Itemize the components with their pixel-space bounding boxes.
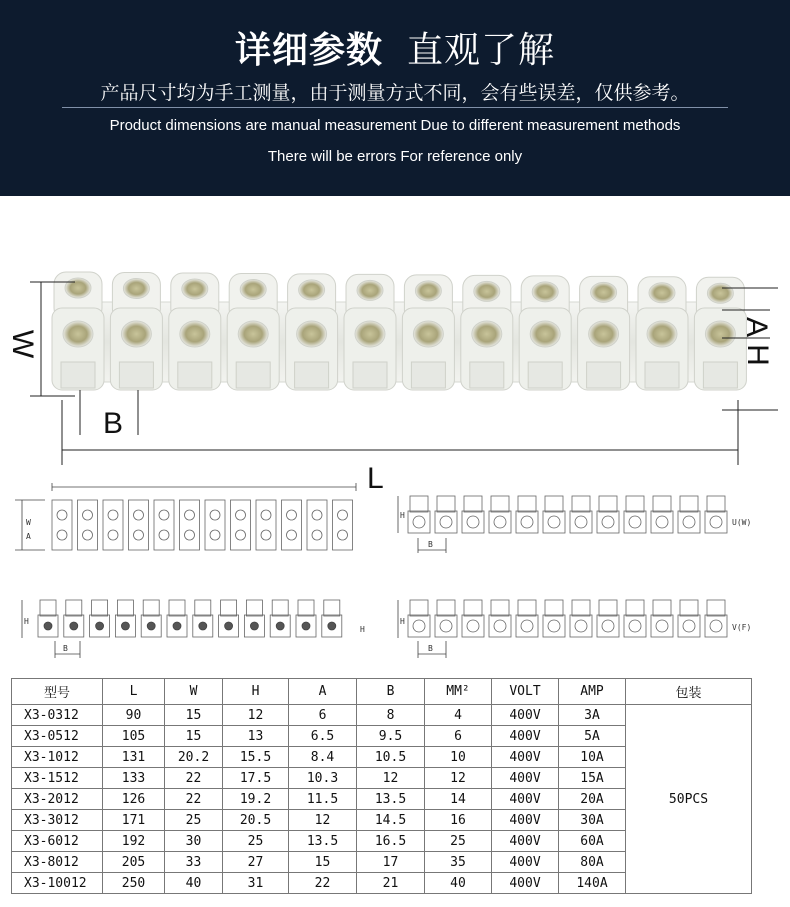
h-view-cap: [246, 600, 262, 616]
h-view-cap: [66, 600, 82, 616]
header-cell: L: [103, 679, 165, 705]
table-cell: 400V: [492, 852, 559, 873]
subtitle-en-1: Product dimensions are manual measurement Due to different measurement methods: [109, 117, 681, 134]
u-view-hole: [656, 516, 668, 528]
v-view-cap: [491, 600, 509, 616]
table-cell: 17: [357, 852, 425, 873]
v-view-module: [597, 615, 619, 637]
h-view-hole: [199, 622, 207, 630]
table-cell: 9.5: [357, 726, 425, 747]
title-light: 直观了解: [407, 30, 556, 71]
v-view-cap: [518, 600, 536, 616]
v-view-cap: [572, 600, 590, 616]
top-view-module: [180, 500, 200, 550]
wire-entry: [295, 362, 329, 388]
u-view-module: [435, 511, 457, 533]
table-cell: 20A: [559, 789, 626, 810]
v-view-hole: [575, 620, 587, 632]
table-cell: 25: [165, 810, 223, 831]
table-cell: 250: [103, 873, 165, 894]
screw-hole: [123, 278, 149, 298]
top-view-hole: [261, 530, 271, 540]
v-view-b-label: B: [428, 644, 433, 653]
u-view-hole: [710, 516, 722, 528]
h-view-h-label: H: [24, 617, 29, 626]
table-cell: 22: [165, 768, 223, 789]
header-cell: 型号: [12, 679, 103, 705]
h-view-cap: [117, 600, 133, 616]
header-cell: VOLT: [492, 679, 559, 705]
v-view-hole: [629, 620, 641, 632]
table-header-row: [12, 679, 752, 705]
table-cell: X3-0512: [12, 726, 103, 747]
wire-entry: [587, 362, 621, 388]
table-cell: 6: [425, 726, 492, 747]
table-row: [12, 705, 752, 726]
table-cell: 12: [289, 810, 357, 831]
h-view-cap: [324, 600, 340, 616]
header-cell: H: [223, 679, 289, 705]
top-view-hole: [287, 530, 297, 540]
table-cell: 30A: [559, 810, 626, 831]
table-cell: 12: [425, 768, 492, 789]
h-view-cap: [195, 600, 211, 616]
wire-entry: [703, 362, 737, 388]
table-cell: 192: [103, 831, 165, 852]
screw-hole: [65, 278, 91, 298]
table-cell: 40: [425, 873, 492, 894]
v-view-hole: [548, 620, 560, 632]
v-view-cap: [437, 600, 455, 616]
u-view-cap: [653, 496, 671, 512]
top-view-module: [333, 500, 353, 550]
wire-entry: [178, 362, 212, 388]
l-dimension-label: L: [367, 462, 384, 495]
u-view-module: [408, 511, 430, 533]
screw-hole: [707, 283, 733, 303]
w-dimension-label: W: [6, 329, 40, 359]
wire-entry: [61, 362, 95, 388]
v-view-cap: [680, 600, 698, 616]
screw-hole: [415, 281, 441, 301]
v-view-hole: [521, 620, 533, 632]
packaging-cell: 50PCS: [626, 705, 752, 894]
table-cell: 90: [103, 705, 165, 726]
u-view-module: [462, 511, 484, 533]
table-cell: X3-1512: [12, 768, 103, 789]
v-view-hole: [656, 620, 668, 632]
wire-entry: [411, 362, 445, 388]
table-cell: X3-8012: [12, 852, 103, 873]
v-view-cap: [545, 600, 563, 616]
table-cell: 31: [223, 873, 289, 894]
h-view-hole: [250, 622, 258, 630]
h-view-cap: [298, 600, 314, 616]
screw-hole: [240, 279, 266, 299]
h-view-label: H: [360, 625, 365, 634]
v-view-module: [678, 615, 700, 637]
v-view-hole: [683, 620, 695, 632]
u-view-cap: [545, 496, 563, 512]
table-cell: 400V: [492, 810, 559, 831]
table-cell: 15: [165, 726, 223, 747]
table-cell: 15: [165, 705, 223, 726]
top-view-module: [154, 500, 174, 550]
table-cell: 10: [425, 747, 492, 768]
v-view-hole: [440, 620, 452, 632]
screw-hole: [238, 321, 268, 347]
v-view-module: [624, 615, 646, 637]
table-cell: 16: [425, 810, 492, 831]
u-view-module: [624, 511, 646, 533]
table-cell: 400V: [492, 705, 559, 726]
table-cell: 3A: [559, 705, 626, 726]
u-view-cap: [572, 496, 590, 512]
u-view-cap: [518, 496, 536, 512]
table-cell: 13.5: [357, 789, 425, 810]
u-view-cap: [437, 496, 455, 512]
header-cell: AMP: [559, 679, 626, 705]
u-view-cap: [707, 496, 725, 512]
table-cell: 12: [223, 705, 289, 726]
screw-hole: [532, 282, 558, 302]
table-cell: 17.5: [223, 768, 289, 789]
table-cell: X3-0312: [12, 705, 103, 726]
table-cell: 15.5: [223, 747, 289, 768]
drawings-svg: [0, 478, 790, 668]
top-view-hole: [159, 510, 169, 520]
h-view-hole: [225, 622, 233, 630]
u-view-hole: [602, 516, 614, 528]
top-view-hole: [338, 510, 348, 520]
table-cell: 400V: [492, 789, 559, 810]
screw-hole: [589, 321, 619, 347]
h-dimension-label: H: [740, 344, 774, 366]
screw-hole: [297, 321, 327, 347]
top-view-hole: [210, 510, 220, 520]
top-view-module: [307, 500, 327, 550]
v-view-cap: [626, 600, 644, 616]
h-view-cap: [169, 600, 185, 616]
u-view-hole: [413, 516, 425, 528]
u-view-hole: [467, 516, 479, 528]
table-cell: 140A: [559, 873, 626, 894]
top-view-module: [282, 500, 302, 550]
v-view-h-label: H: [400, 617, 405, 626]
h-view-hole: [276, 622, 284, 630]
top-view-module: [52, 500, 72, 550]
top-view-hole: [236, 530, 246, 540]
table-cell: 5A: [559, 726, 626, 747]
h-view-b-label: B: [63, 644, 68, 653]
top-view-hole: [312, 510, 322, 520]
table-cell: 35: [425, 852, 492, 873]
top-view-hole: [83, 510, 93, 520]
table-cell: 14: [425, 789, 492, 810]
banner-title: [0, 22, 790, 73]
v-view-hole: [467, 620, 479, 632]
v-view-module: [489, 615, 511, 637]
top-view-hole: [236, 510, 246, 520]
wire-entry: [119, 362, 153, 388]
table-cell: 205: [103, 852, 165, 873]
screw-hole: [647, 321, 677, 347]
table-cell: 8: [357, 705, 425, 726]
table-cell: 6.5: [289, 726, 357, 747]
v-view-module: [543, 615, 565, 637]
h-view-cap: [221, 600, 237, 616]
table-cell: 20.2: [165, 747, 223, 768]
table-cell: 126: [103, 789, 165, 810]
v-view-cap: [707, 600, 725, 616]
table-cell: 400V: [492, 726, 559, 747]
top-view-hole: [108, 510, 118, 520]
table-cell: 10.3: [289, 768, 357, 789]
h-view-hole: [173, 622, 181, 630]
table-cell: 15: [289, 852, 357, 873]
u-view-module: [570, 511, 592, 533]
h-view-hole: [328, 622, 336, 630]
u-view-cap: [410, 496, 428, 512]
u-view-hole: [683, 516, 695, 528]
top-view-hole: [108, 530, 118, 540]
title-bold: 详细参数: [234, 30, 383, 71]
table-cell: 400V: [492, 873, 559, 894]
screw-hole: [474, 281, 500, 301]
v-view-hole: [413, 620, 425, 632]
screw-hole: [121, 321, 151, 347]
u-view-module: [705, 511, 727, 533]
u-view-cap: [599, 496, 617, 512]
h-view-hole: [147, 622, 155, 630]
h-view-cap: [143, 600, 159, 616]
screw-hole: [357, 280, 383, 300]
screw-hole: [355, 321, 385, 347]
screw-hole: [649, 283, 675, 303]
h-view-cap: [92, 600, 108, 616]
screw-hole: [472, 321, 502, 347]
u-view-hole: [548, 516, 560, 528]
u-view-h-label: H: [400, 511, 405, 520]
u-view-module: [597, 511, 619, 533]
u-view-module: [489, 511, 511, 533]
v-view-drawing: [398, 600, 446, 658]
table-cell: X3-10012: [12, 873, 103, 894]
table-cell: 25: [223, 831, 289, 852]
h-view-hole: [44, 622, 52, 630]
u-view-module: [516, 511, 538, 533]
u-view-hole: [440, 516, 452, 528]
wire-entry: [528, 362, 562, 388]
table-cell: 60A: [559, 831, 626, 852]
h-view-cap: [272, 600, 288, 616]
u-view-cap: [491, 496, 509, 512]
table-cell: X3-3012: [12, 810, 103, 831]
u-view-hole: [494, 516, 506, 528]
u-view-cap: [464, 496, 482, 512]
table-cell: 8.4: [289, 747, 357, 768]
top-view-hole: [134, 510, 144, 520]
screw-hole: [180, 321, 210, 347]
header-cell: MM²: [425, 679, 492, 705]
top-view-a-label: A: [26, 532, 31, 541]
v-view-module: [705, 615, 727, 637]
screw-hole: [63, 321, 93, 347]
wire-entry: [470, 362, 504, 388]
table-cell: X3-1012: [12, 747, 103, 768]
top-view-hole: [338, 530, 348, 540]
v-view-module: [570, 615, 592, 637]
v-view-hole: [494, 620, 506, 632]
u-view-hole: [629, 516, 641, 528]
header-cell: W: [165, 679, 223, 705]
header-banner: [0, 0, 790, 196]
h-view-cap: [40, 600, 56, 616]
table-cell: 20.5: [223, 810, 289, 831]
screw-hole: [299, 280, 325, 300]
subtitle-en-2: There will be errors For reference only: [267, 148, 523, 165]
wire-entry: [353, 362, 387, 388]
top-view-hole: [57, 510, 67, 520]
u-view-cap: [680, 496, 698, 512]
top-view-hole: [210, 530, 220, 540]
header-cell: B: [357, 679, 425, 705]
table-cell: 30: [165, 831, 223, 852]
u-view-hole: [575, 516, 587, 528]
top-view-module: [129, 500, 149, 550]
top-view-hole: [134, 530, 144, 540]
v-view-module: [462, 615, 484, 637]
subtitle-cn: 产品尺寸均为手工测量，由于测量方式不同，会有些误差，仅供参考。: [100, 82, 690, 104]
spec-table: [11, 678, 752, 894]
table-cell: 10.5: [357, 747, 425, 768]
u-view-cap: [626, 496, 644, 512]
table-cell: 11.5: [289, 789, 357, 810]
v-view-module: [651, 615, 673, 637]
a-dimension-label: A: [740, 316, 774, 338]
u-view-hole: [521, 516, 533, 528]
technical-drawings: [0, 478, 790, 668]
table-cell: 14.5: [357, 810, 425, 831]
v-view-label: V(F): [732, 623, 752, 632]
top-view-hole: [185, 510, 195, 520]
u-view-drawing: [398, 496, 446, 553]
h-view-hole: [302, 622, 310, 630]
table-cell: 21: [357, 873, 425, 894]
table-cell: 105: [103, 726, 165, 747]
top-view-module: [256, 500, 276, 550]
screw-hole: [182, 279, 208, 299]
v-view-module: [516, 615, 538, 637]
v-view-module: [408, 615, 430, 637]
v-view-cap: [464, 600, 482, 616]
table-cell: 6: [289, 705, 357, 726]
table-cell: 171: [103, 810, 165, 831]
header-cell: 包装: [626, 679, 752, 705]
top-view-hole: [159, 530, 169, 540]
table-cell: 15A: [559, 768, 626, 789]
v-view-cap: [599, 600, 617, 616]
top-view-hole: [261, 510, 271, 520]
table-cell: 131: [103, 747, 165, 768]
u-view-label: U(W): [732, 518, 752, 527]
h-view-hole: [70, 622, 78, 630]
table-cell: 400V: [492, 768, 559, 789]
v-view-cap: [653, 600, 671, 616]
table-cell: 25: [425, 831, 492, 852]
table-cell: 10A: [559, 747, 626, 768]
screw-hole: [530, 321, 560, 347]
u-view-module: [651, 511, 673, 533]
table-cell: 4: [425, 705, 492, 726]
terminal-strip-image: [0, 250, 790, 485]
top-view-hole: [287, 510, 297, 520]
v-view-hole: [710, 620, 722, 632]
banner-divider: [62, 107, 728, 108]
table-cell: 400V: [492, 747, 559, 768]
table-cell: 27: [223, 852, 289, 873]
v-view-hole: [602, 620, 614, 632]
table-cell: 12: [357, 768, 425, 789]
top-view-module: [205, 500, 225, 550]
u-view-b-label: B: [428, 540, 433, 549]
table-cell: 33: [165, 852, 223, 873]
table-cell: 13.5: [289, 831, 357, 852]
screw-hole: [705, 321, 735, 347]
table-cell: 80A: [559, 852, 626, 873]
top-view-module: [78, 500, 98, 550]
v-view-cap: [410, 600, 428, 616]
table-cell: 16.5: [357, 831, 425, 852]
table-cell: 19.2: [223, 789, 289, 810]
wire-entry: [236, 362, 270, 388]
screw-hole: [591, 282, 617, 302]
u-view-module: [543, 511, 565, 533]
table-cell: 13: [223, 726, 289, 747]
top-view-hole: [57, 530, 67, 540]
h-view-hole: [121, 622, 129, 630]
product-photo: [0, 250, 790, 495]
table-cell: X3-2012: [12, 789, 103, 810]
v-view-module: [435, 615, 457, 637]
top-view-w-label: W: [26, 518, 31, 527]
top-view-module: [231, 500, 251, 550]
table-cell: 40: [165, 873, 223, 894]
top-view-module: [103, 500, 123, 550]
u-view-module: [678, 511, 700, 533]
h-view-hole: [96, 622, 104, 630]
top-view-drawing: [15, 483, 356, 550]
table-cell: 133: [103, 768, 165, 789]
table-cell: 400V: [492, 831, 559, 852]
top-view-hole: [185, 530, 195, 540]
table-cell: X3-6012: [12, 831, 103, 852]
b-dimension-label: B: [103, 407, 124, 440]
top-view-hole: [312, 530, 322, 540]
top-view-hole: [83, 530, 93, 540]
table-cell: 22: [289, 873, 357, 894]
wire-entry: [645, 362, 679, 388]
header-cell: A: [289, 679, 357, 705]
screw-hole: [413, 321, 443, 347]
table-cell: 22: [165, 789, 223, 810]
